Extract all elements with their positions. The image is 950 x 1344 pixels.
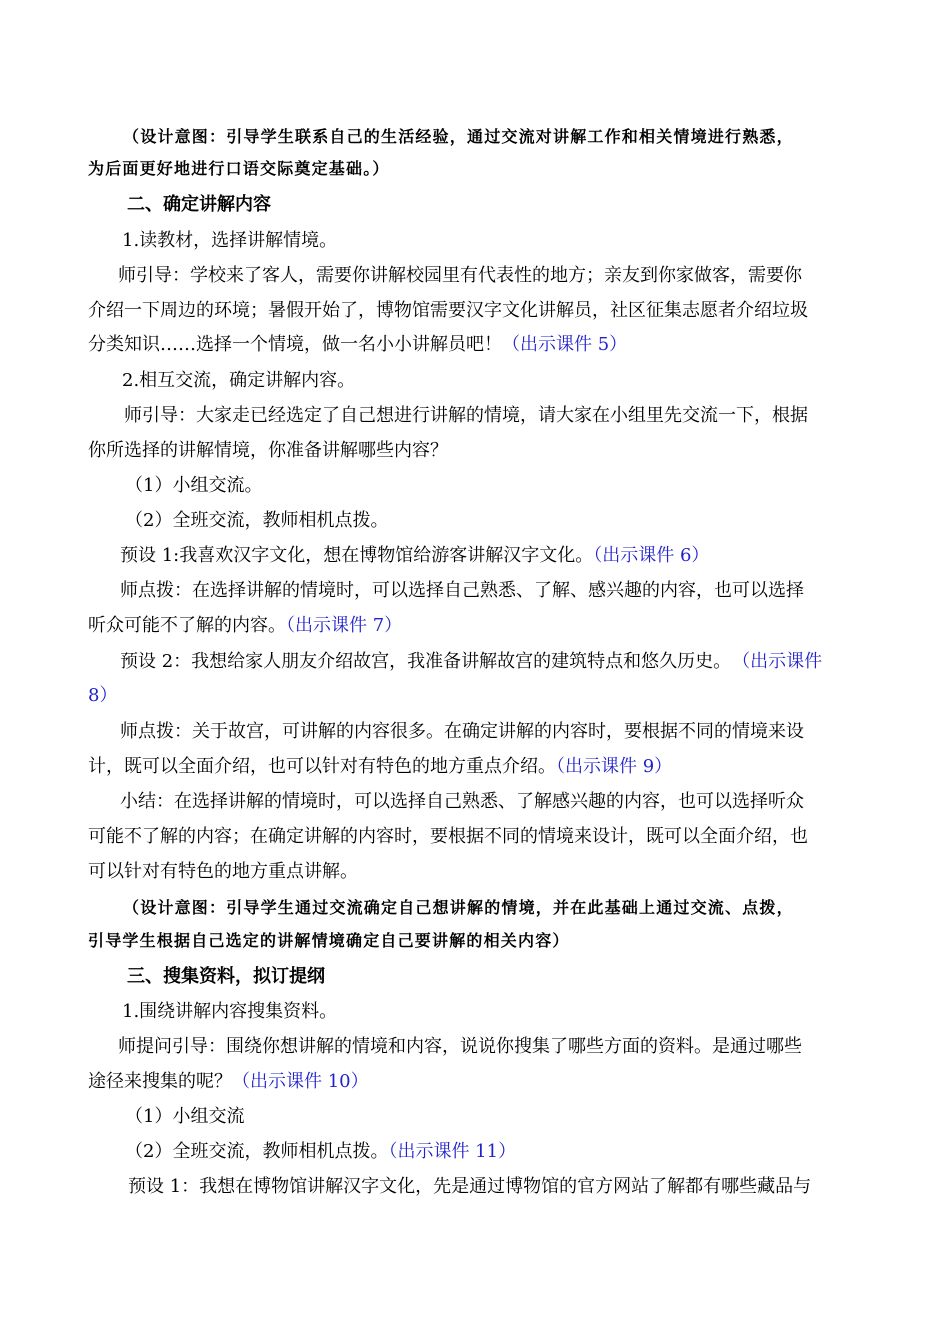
courseware-reference: （出示课件 9） [556, 756, 673, 777]
paragraph-text: 计，既可以全面介绍，也可以针对有特色的地方重点介绍。 [88, 756, 556, 777]
paragraph-line: 师引导：大家走已经选定了自己想进行讲解的情境，请大家在小组里先交流一下，根据 [124, 405, 808, 426]
paragraph-line [88, 614, 402, 638]
paragraph-line: 预设 1：我想在博物馆讲解汉字文化，先是通过博物馆的官方网站了解都有哪些藏品与 [128, 1176, 812, 1197]
paragraph-text: （2）全班交流，教师相机点拨。 [125, 1141, 389, 1162]
paragraph-text: 预设 2：我想给家人朋友介绍故宫，我准备讲解故宫的建筑特点和悠久历史。 [120, 651, 732, 672]
paragraph-line [120, 650, 822, 674]
paragraph-line [88, 1070, 369, 1094]
paragraph-line: 介绍一下周边的环境；暑假开始了，博物馆需要汉字文化讲解员，社区征集志愿者介绍垃圾 [88, 300, 808, 321]
courseware-reference: （出示课件 6） [593, 545, 710, 566]
paragraph-line: 2.相互交流，确定讲解内容。 [122, 370, 356, 391]
design-intent-line-2: 为后面更好地进行口语交际奠定基础。） [88, 159, 390, 178]
paragraph-text: 听众可能不了解的内容。 [88, 615, 286, 636]
section-heading-2: 二、确定讲解内容 [127, 194, 271, 215]
paragraph-line: （2）全班交流，教师相机点拨。 [125, 510, 389, 531]
paragraph-text: 分类知识……选择一个情境，做一名小小讲解员吧！ [88, 334, 502, 355]
paragraph-line: 1.读教材，选择讲解情境。 [122, 230, 338, 251]
design-intent-line-1: （设计意图：引导学生联系自己的生活经验，通过交流对讲解工作和相关情境进行熟悉， [123, 127, 794, 146]
courseware-reference: （出示课件 11） [388, 1141, 517, 1162]
paragraph-line: 师点拨：在选择讲解的情境时，可以选择自己熟悉、了解、感兴趣的内容，也可以选择 [120, 580, 804, 601]
courseware-reference: 8） [88, 685, 118, 706]
paragraph-line: （1）小组交流 [125, 1106, 245, 1127]
paragraph-line: 可以针对有特色的地方重点讲解。 [88, 861, 358, 882]
paragraph-line: 你所选择的讲解情境，你准备讲解哪些内容？ [88, 440, 448, 461]
paragraph-line: 师点拨：关于故宫，可讲解的内容很多。在确定讲解的内容时，要根据不同的情境来设 [120, 721, 804, 742]
section-heading-3: 三、搜集资料，拟订提纲 [127, 966, 325, 987]
courseware-reference: （出示课件 7） [286, 615, 403, 636]
courseware-reference: （出示课件 [741, 651, 823, 672]
design-intent-line-1: （设计意图：引导学生通过交流确定自己想讲解的情境，并在此基础上通过交流、点拨， [123, 898, 794, 917]
paragraph-line: 1.围绕讲解内容搜集资料。 [122, 1001, 338, 1022]
paragraph-line [88, 755, 672, 779]
paragraph-line: 可能不了解的内容；在确定讲解的内容时，要根据不同的情境来设计，既可以全面介绍，也 [88, 826, 808, 847]
paragraph-line: （1）小组交流。 [125, 475, 263, 496]
courseware-reference: （出示课件 5） [502, 334, 628, 355]
courseware-reference: （出示课件 10） [232, 1071, 369, 1092]
paragraph-line [125, 1140, 516, 1164]
paragraph-line: 小结：在选择讲解的情境时，可以选择自己熟悉、了解感兴趣的内容，也可以选择听众 [120, 791, 804, 812]
paragraph-line [120, 544, 709, 568]
paragraph-line: 师提问引导：围绕你想讲解的情境和内容，说说你搜集了哪些方面的资料。是通过哪些 [118, 1036, 802, 1057]
paragraph-line [88, 333, 627, 357]
design-intent-line-2: 引导学生根据自己选定的讲解情境确定自己要讲解的相关内容） [88, 931, 570, 950]
paragraph-text: 途径来搜集的呢？ [88, 1071, 232, 1092]
paragraph-line: 师引导：学校来了客人，需要你讲解校园里有代表性的地方；亲友到你家做客，需要你 [118, 265, 802, 286]
paragraph-text: 预设 1:我喜欢汉字文化，想在博物馆给游客讲解汉字文化。 [120, 545, 594, 566]
